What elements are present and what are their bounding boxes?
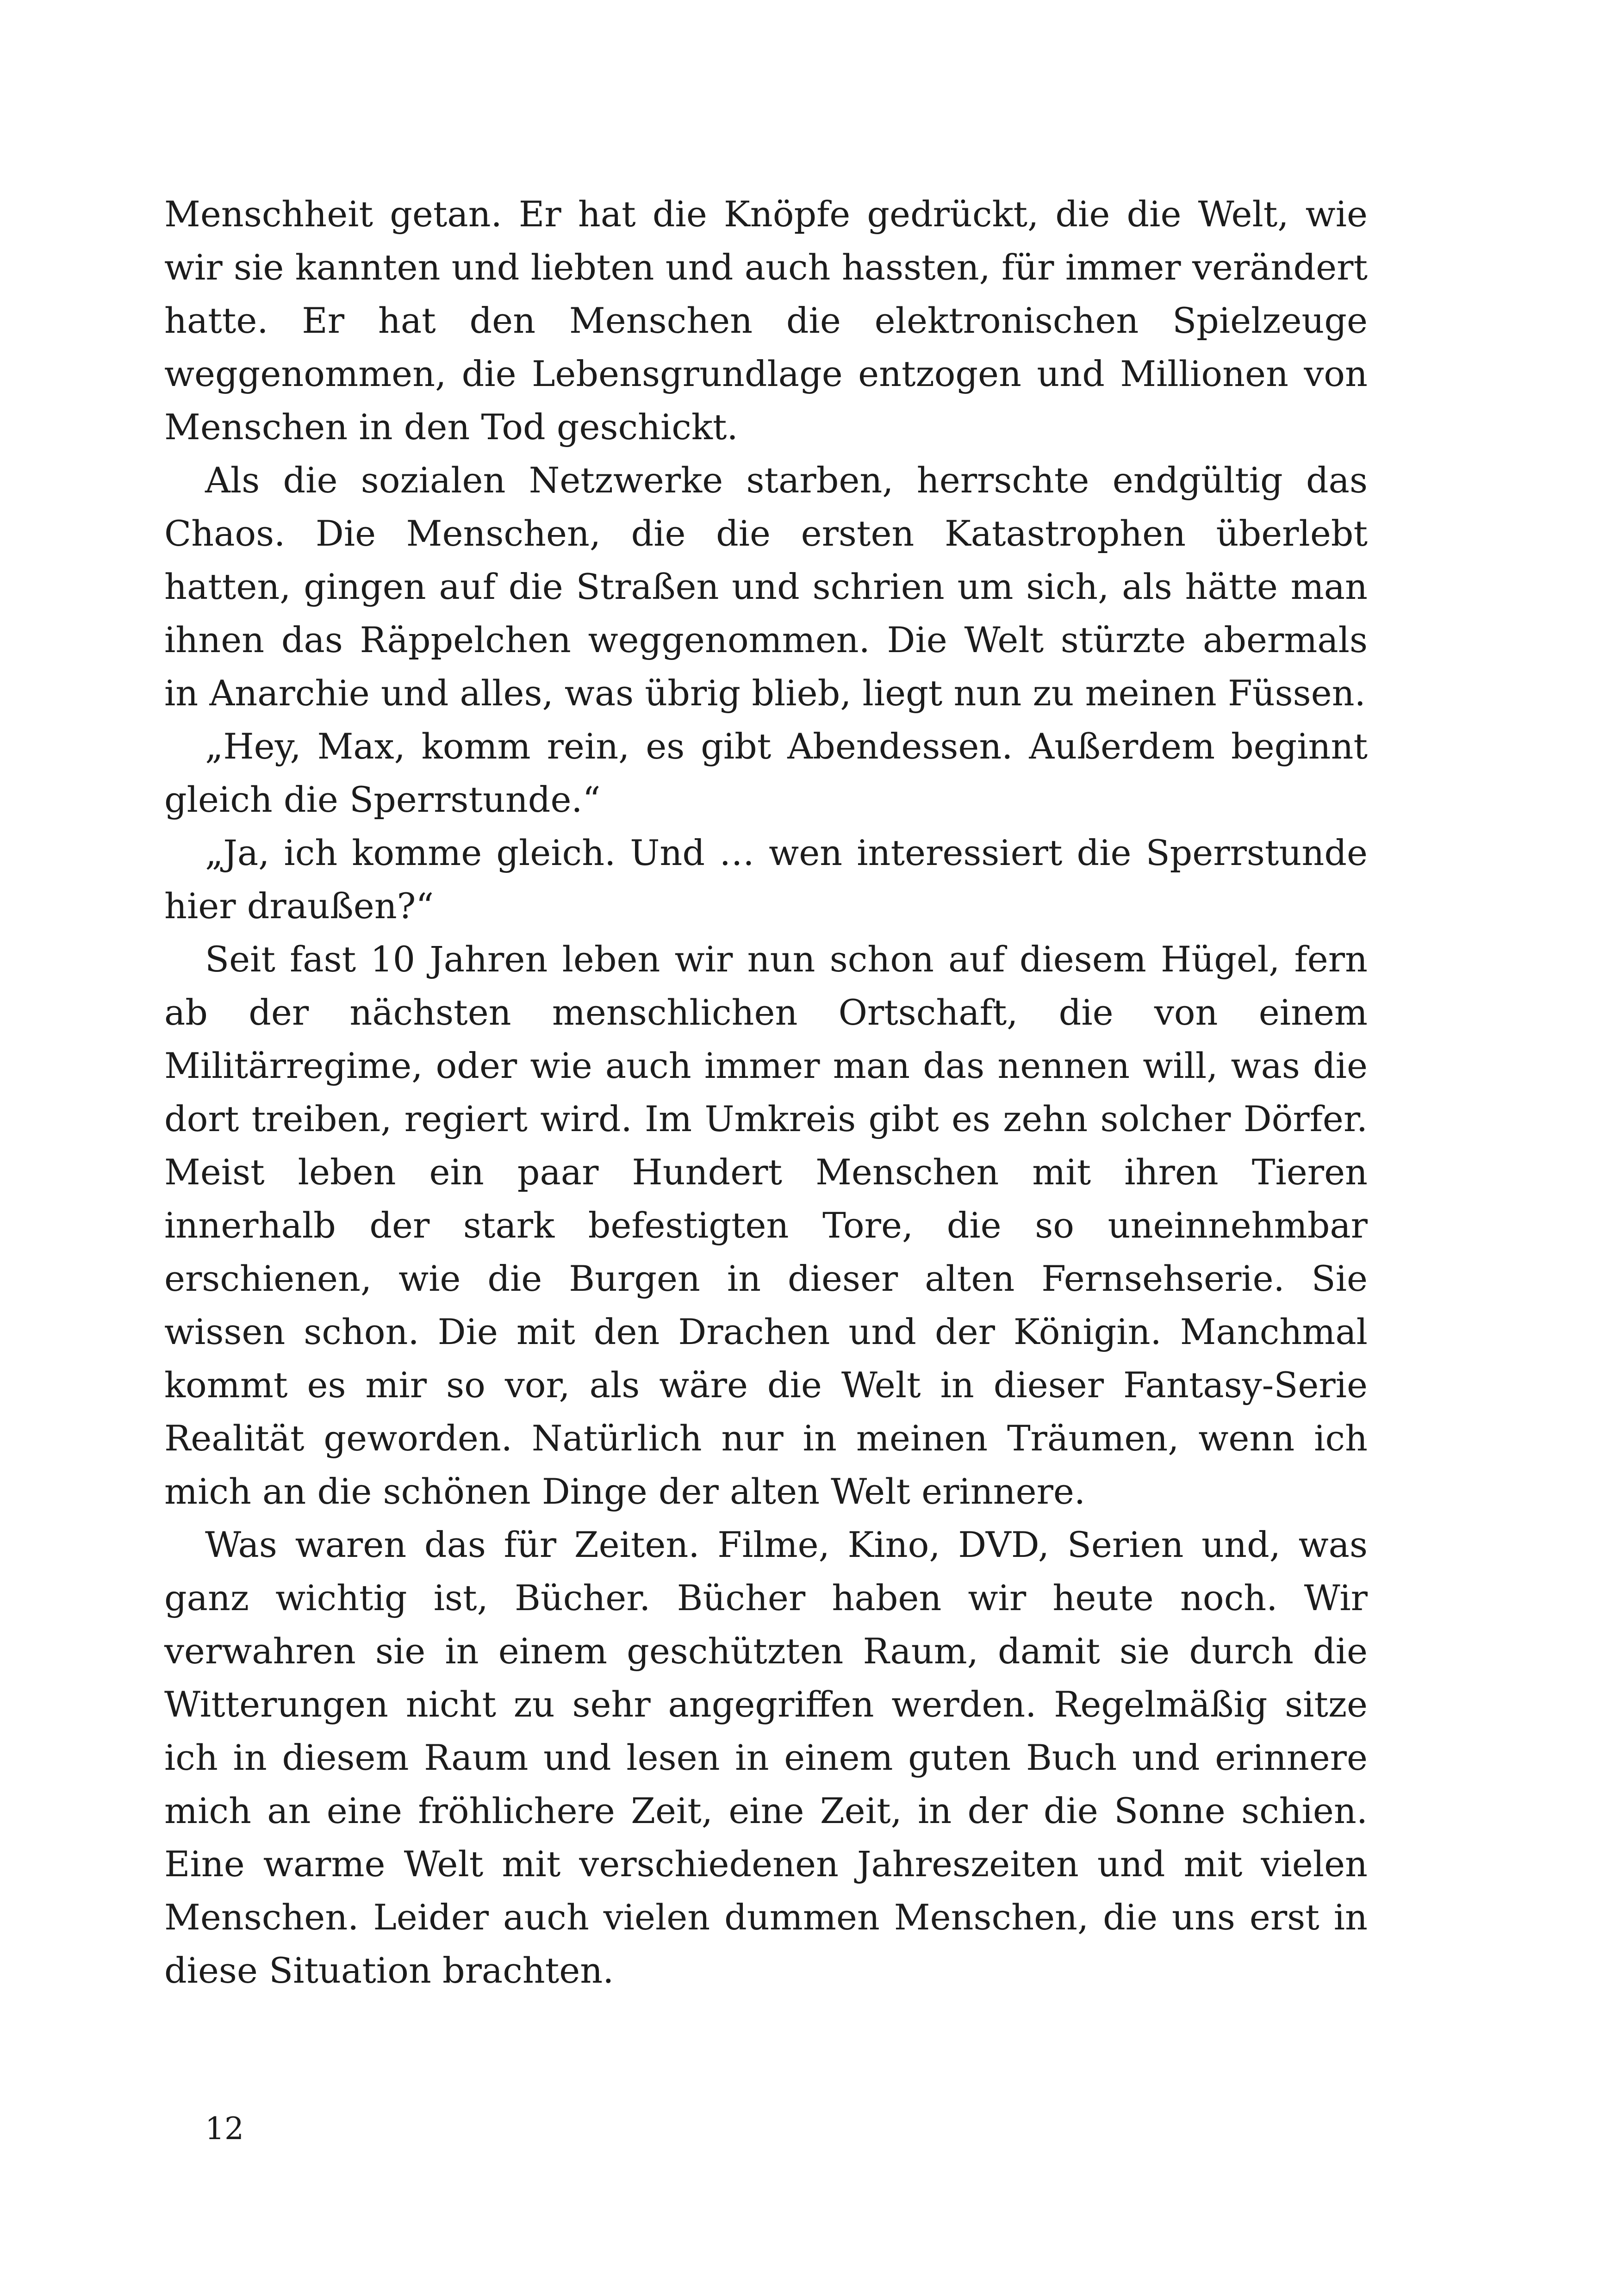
body-text — [164, 187, 1368, 1997]
dialogue-paragraph: „Ja, ich komme gleich. Und … wen interessiert die Sperrstunde hier draußen?“ — [164, 832, 1368, 927]
paragraph: Als die sozialen Netzwerke starben, herrschte endgültig das Chaos. Die Menschen, die die ersten Katastrophen überlebt hatten, gingen auf die Straßen und schrien um sich, als hätte man ihnen das Räppelchen weggenommen. Die Welt stürzte abermals in Anarchie und alles, was übrig blieb, liegt nun zu meinen Füssen. — [164, 460, 1368, 714]
paragraph: Was waren das für Zeiten. Filme, Kino, DVD, Serien und, was ganz wichtig ist, Bücher. Bücher haben wir heute noch. Wir verwahren sie in einem geschützten Raum, damit sie durch die Witterungen nicht zu sehr angegriffen werden. Regelmäßig sitze ich in diesem Raum und lesen in einem guten Buch und erinnere mich an eine fröhlichere Zeit, eine Zeit, in der die Sonne schien. Eine warme Welt mit verschiedenen Jahreszeiten und mit vielen Menschen. Leider auch vielen dummen Menschen, die uns erst in diese Situation brachten. — [164, 1524, 1368, 1991]
dialogue-paragraph: „Hey, Max, komm rein, es gibt Abendessen. Außerdem beginnt gleich die Sperrstunde.“ — [164, 726, 1368, 820]
page-number: 12 — [205, 2111, 244, 2147]
paragraph: Seit fast 10 Jahren leben wir nun schon auf diesem Hügel, fern ab der nächsten menschlichen Ortschaft, die von einem Militärregime, oder wie auch immer man das nennen will, was die dort treiben, regiert wird. Im Umkreis gibt es zehn solcher Dörfer. Meist leben ein paar Hundert Menschen mit ihren Tieren innerhalb der stark befestigten Tore, die so uneinnehmbar erschienen, wie die Burgen in dieser alten Fernsehserie. Sie wissen schon. Die mit den Drachen und der Königin. Manchmal kommt es mir so vor, als wäre die Welt in dieser Fantasy-Serie Realität geworden. Natürlich nur in meinen Träumen, wenn ich mich an die schönen Dinge der alten Welt erinnere. — [164, 939, 1368, 1512]
paragraph: Menschheit getan. Er hat die Knöpfe gedrückt, die die Welt, wie wir sie kannten und liebten und auch hassten, für immer verändert hatte. Er hat den Menschen die elektronischen Spielzeuge weggenommen, die Lebensgrundlage entzogen und Millionen von Menschen in den Tod geschickt. — [164, 193, 1368, 448]
